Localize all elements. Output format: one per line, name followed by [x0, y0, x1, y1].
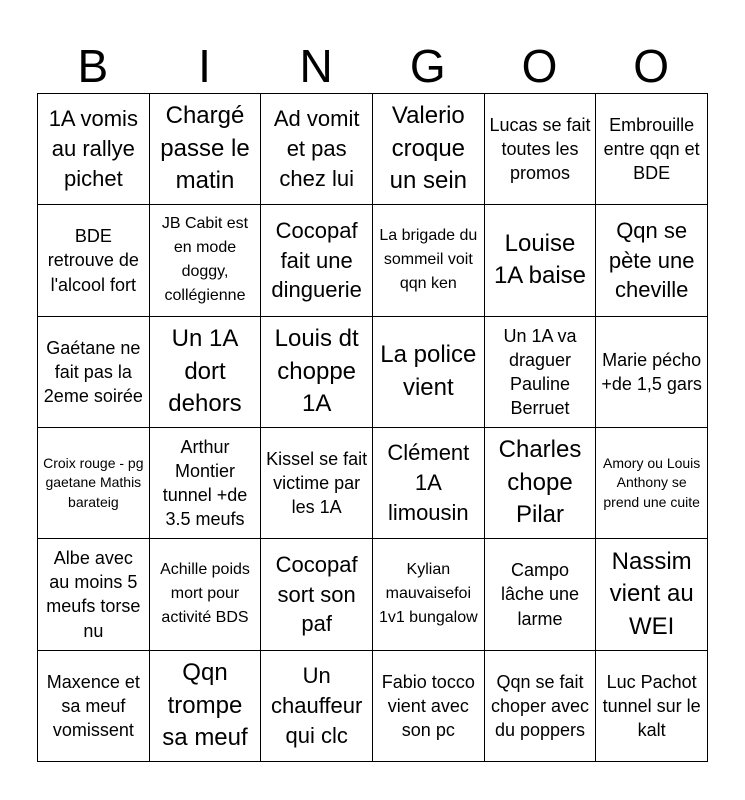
bingo-cell[interactable]: Lucas se fait toutes les promos: [485, 94, 597, 205]
header-letter-i: I: [198, 39, 211, 92]
bingo-cell[interactable]: Valerio croque un sein: [373, 94, 485, 205]
bingo-cell[interactable]: Nassim vient au WEI: [596, 539, 708, 650]
bingo-cell[interactable]: JB Cabit est en mode doggy, collégienne: [150, 205, 262, 316]
bingo-cell[interactable]: Luc Pachot tunnel sur le kalt: [596, 651, 708, 762]
bingo-cell[interactable]: Kylian mauvaisefoi 1v1 bungalow: [373, 539, 485, 650]
bingo-cell[interactable]: La police vient: [373, 317, 485, 428]
bingo-cell[interactable]: Kissel se fait victime par les 1A: [261, 428, 373, 539]
header-letter-b: B: [77, 39, 109, 92]
bingo-cell[interactable]: Clément 1A limousin: [373, 428, 485, 539]
bingo-cell[interactable]: Qqn se pète une cheville: [596, 205, 708, 316]
bingo-cell[interactable]: Campo lâche une larme: [485, 539, 597, 650]
header-letter-n: N: [299, 39, 333, 92]
bingo-cell[interactable]: Un 1A va draguer Pauline Berruet: [485, 317, 597, 428]
bingo-cell[interactable]: Albe avec au moins 5 meufs torse nu: [38, 539, 150, 650]
bingo-header: [37, 38, 707, 93]
bingo-cell[interactable]: Amory ou Louis Anthony se prend une cuite: [596, 428, 708, 539]
bingo-cell[interactable]: Marie pécho +de 1,5 gars: [596, 317, 708, 428]
bingo-cell[interactable]: Qqn se fait choper avec du poppers: [485, 651, 597, 762]
bingo-cell[interactable]: Gaétane ne fait pas la 2eme soirée: [38, 317, 150, 428]
bingo-cell[interactable]: Maxence et sa meuf vomissent: [38, 651, 150, 762]
bingo-cell[interactable]: Achille poids mort pour activité BDS: [150, 539, 262, 650]
bingo-cell[interactable]: Croix rouge - pg gaetane Mathis barateig: [38, 428, 150, 539]
bingo-cell[interactable]: Charles chope Pilar: [485, 428, 597, 539]
bingo-cell[interactable]: Un 1A dort dehors: [150, 317, 262, 428]
bingo-cell[interactable]: Un chauffeur qui clc: [261, 651, 373, 762]
bingo-cell[interactable]: Qqn trompe sa meuf: [150, 651, 262, 762]
bingo-cell[interactable]: Arthur Montier tunnel +de 3.5 meufs: [150, 428, 262, 539]
bingo-cell[interactable]: Ad vomit et pas chez lui: [261, 94, 373, 205]
bingo-cell[interactable]: Embrouille entre qqn et BDE: [596, 94, 708, 205]
header-letter-o: O: [521, 39, 558, 92]
bingo-cell[interactable]: Louis dt choppe 1A: [261, 317, 373, 428]
bingo-cell[interactable]: Chargé passe le matin: [150, 94, 262, 205]
bingo-cell[interactable]: Louise 1A baise: [485, 205, 597, 316]
bingo-card-grid: [37, 93, 708, 762]
bingo-cell[interactable]: Cocopaf sort son paf: [261, 539, 373, 650]
bingo-cell[interactable]: 1A vomis au rallye pichet: [38, 94, 150, 205]
bingo-cell[interactable]: BDE retrouve de l'alcool fort: [38, 205, 150, 316]
bingo-cell[interactable]: Fabio tocco vient avec son pc: [373, 651, 485, 762]
bingo-cell[interactable]: Cocopaf fait une dinguerie: [261, 205, 373, 316]
bingo-cell[interactable]: La brigade du sommeil voit qqn ken: [373, 205, 485, 316]
header-letter-o-2: O: [633, 39, 670, 92]
header-letter-g: G: [409, 39, 446, 92]
